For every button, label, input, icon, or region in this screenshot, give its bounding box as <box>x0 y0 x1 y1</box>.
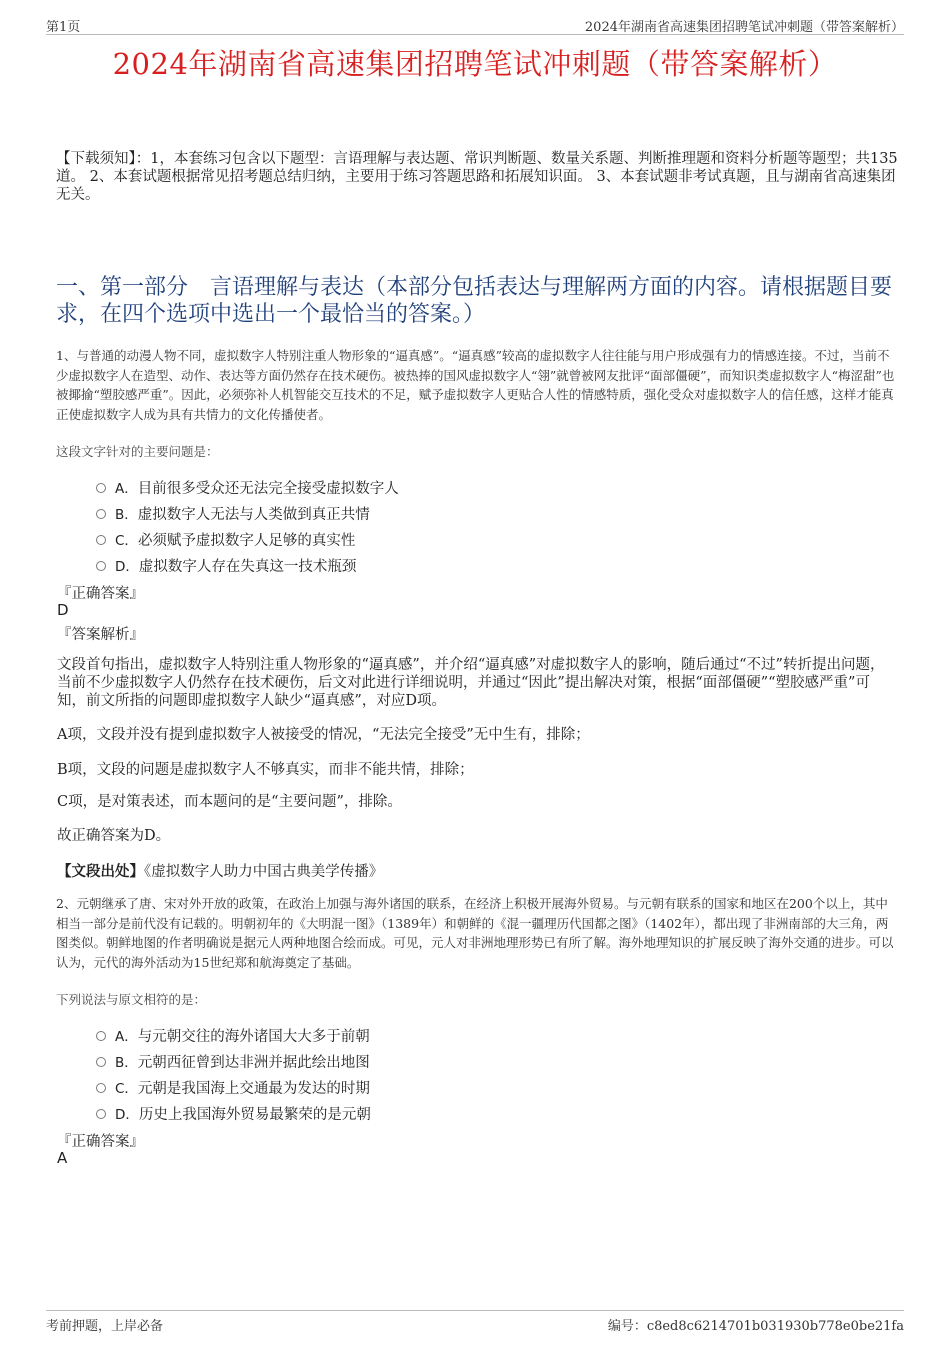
page-header <box>46 14 904 35</box>
q1-answer-label: 『正确答案』 <box>57 586 144 602</box>
footer-slogan: 考前押题，上岸必备 <box>46 1319 164 1334</box>
header-doc-title: 2024年湖南省高速集团招聘笔试冲刺题（带答案解析） <box>584 20 904 35</box>
q1-answer: D <box>57 601 69 619</box>
radio-icon[interactable] <box>96 1109 106 1119</box>
radio-icon[interactable] <box>96 1057 106 1067</box>
q1-analysis-main: 文段首句指出，虚拟数字人特别注重人物形象的“逼真感”，并介绍“逼真感”对虚拟数字人的影响，随后通过“不过”转折提出问题，当前不少虚拟数字人仍然存在技术硬伤，后文对此进行详细说明，并通过“因此”提出解决对策，根据“面部僵硬”“塑胶感严重”可知，前文所指的问题即虚拟数字人缺少“逼真感”，对应D项。 <box>57 657 885 709</box>
q1-option-b[interactable]: B．虚拟数字人无法与人类做到真正共情 <box>96 503 370 524</box>
radio-icon[interactable] <box>96 561 106 571</box>
q2-answer-label: 『正确答案』 <box>57 1134 144 1150</box>
radio-icon[interactable] <box>96 1031 106 1041</box>
radio-icon[interactable] <box>96 483 106 493</box>
q1-source: 【文段出处】《虚拟数字人助力中国古典美学传播》 <box>57 863 384 880</box>
q1-option-c[interactable]: C．必须赋予虚拟数字人足够的真实性 <box>96 529 355 550</box>
section-heading: 一、第一部分 言语理解与表达（本部分包括表达与理解两方面的内容。请根据题目要求，在四个选项中选出一个最恰当的答案。） <box>56 275 893 327</box>
q2-option-b[interactable]: B．元朝西征曾到达非洲并据此绘出地图 <box>96 1051 370 1072</box>
q2-passage: 2、元朝继承了唐、宋对外开放的政策，在政治上加强与海外诸国的联系，在经济上积极开展海外贸易。与元朝有联系的国家和地区在200个以上，其中相当一部分是前代没有记载的。明朝初年的《大明混一图》（1389年）和朝鲜的《混一疆理历代国都之图》（1402年），都出现了非洲南部的大三角，两图类似。朝鲜地图的作者明确说是据元人两种地图合绘而成。可见，元人对非洲地理形势已有所了解。海外地理知识的扩展反映了海外交通的进步。可以认为，元代的海外活动为15世纪郑和航海奠定了基础。 <box>56 896 894 970</box>
page-number: 第1页 <box>46 20 81 35</box>
footer-serial: 编号：c8ed8c6214701b031930b778e0be21fa <box>607 1319 904 1334</box>
page-footer <box>46 1310 904 1333</box>
q1-analysis-c: C项，是对策表述，而本题问的是“主要问题”，排除。 <box>57 794 402 810</box>
radio-icon[interactable] <box>96 535 106 545</box>
q2-prompt: 下列说法与原文相符的是： <box>56 992 207 1007</box>
q2-option-a[interactable]: A．与元朝交往的海外诸国大大多于前朝 <box>96 1025 370 1046</box>
q1-passage: 1、与普通的动漫人物不同，虚拟数字人特别注重人物形象的“逼真感”。“逼真感”较高的虚拟数字人往往能与用户形成强有力的情感连接。不过，当前不少虚拟数字人在造型、动作、表达等方面仍然存在技术硬伤。被热捧的国风虚拟数字人“翎”就曾被网友批评“面部僵硬”，而知识类虚拟数字人“梅涩甜”也被揶揄“塑胶感严重”。因此，必须弥补人机智能交互技术的不足，赋予虚拟数字人更贴合人性的情感特质，强化受众对虚拟数字人的信任感，这样才能真正使虚拟数字人成为具有共情力的文化传播使者。 <box>56 348 895 422</box>
q1-analysis-a: A项，文段并没有提到虚拟数字人被接受的情况，“无法完全接受”无中生有，排除； <box>57 727 590 743</box>
radio-icon[interactable] <box>96 509 106 519</box>
q2-option-d[interactable]: D．历史上我国海外贸易最繁荣的是元朝 <box>96 1103 371 1124</box>
q1-option-a[interactable]: A．目前很多受众还无法完全接受虚拟数字人 <box>96 477 399 498</box>
q1-prompt: 这段文字针对的主要问题是： <box>56 444 219 459</box>
download-notice: 【下载须知】：1，本套练习包含以下题型：言语理解与表达题、常识判断题、数量关系题、判断推理题和资料分析题等题型；共135道。 2、本套试题根据常见招考题总结归纳，主要用于练习答题思路和拓展知识面。 3、本套试题非考试真题，且与湖南省高速集团无关。 <box>56 151 898 203</box>
document-title: 2024年湖南省高速集团招聘笔试冲刺题（带答案解析） <box>112 47 838 81</box>
q2-answer: A <box>57 1149 68 1167</box>
radio-icon[interactable] <box>96 1083 106 1093</box>
q1-option-d[interactable]: D．虚拟数字人存在失真这一技术瓶颈 <box>96 555 356 576</box>
q2-option-c[interactable]: C．元朝是我国海上交通最为发达的时期 <box>96 1077 370 1098</box>
q1-analysis-label: 『答案解析』 <box>57 627 144 643</box>
q1-analysis-b: B项，文段的问题是虚拟数字人不够真实，而非不能共情，排除； <box>57 762 474 778</box>
q1-analysis-conclusion: 故正确答案为D。 <box>57 828 171 844</box>
